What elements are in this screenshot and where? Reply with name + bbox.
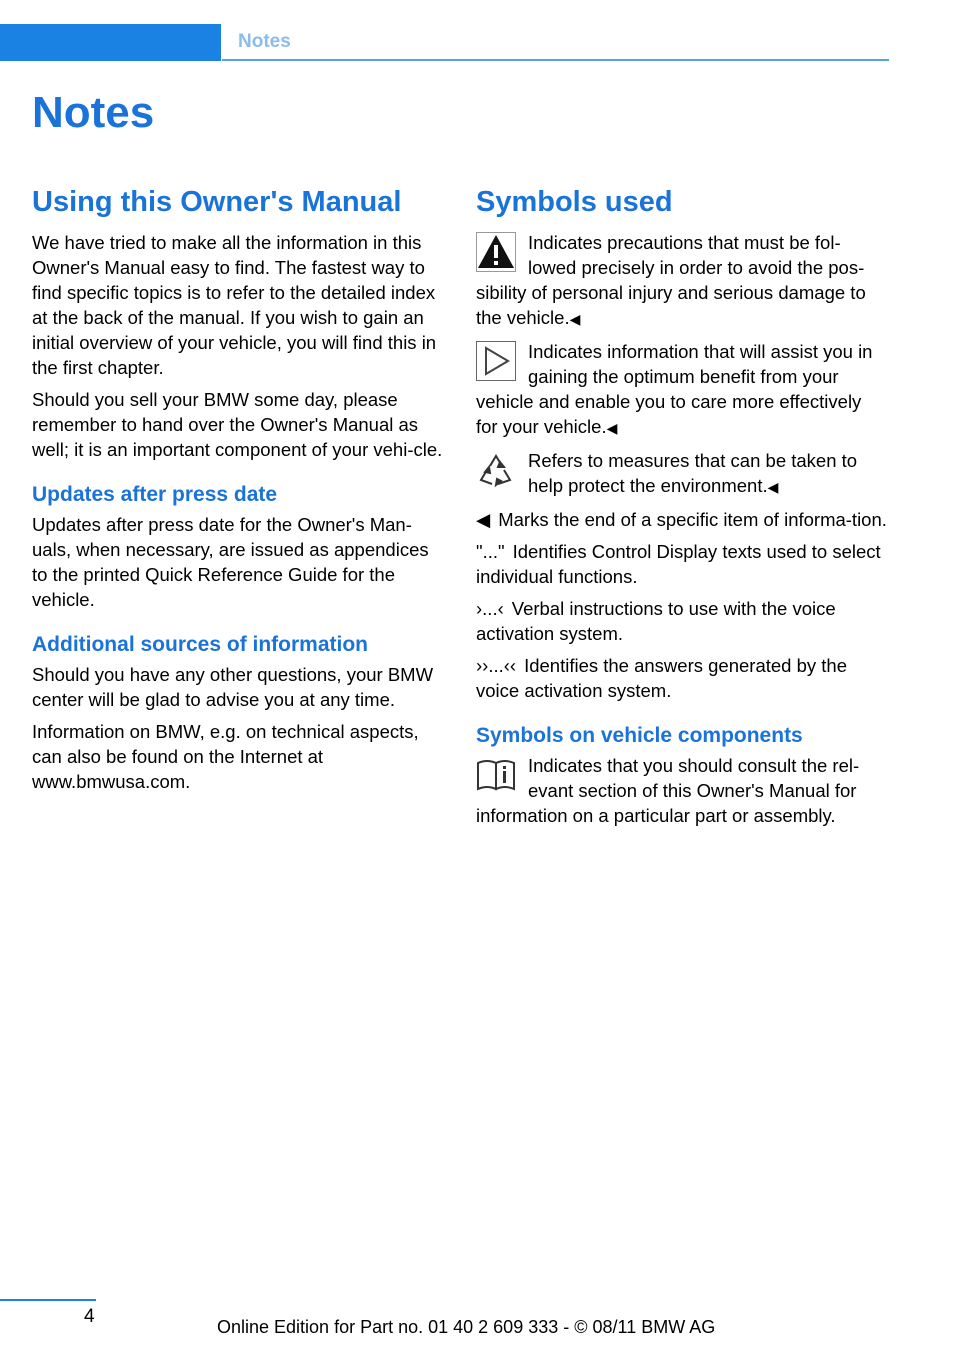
mark-text: Marks the end of a specific item of informa-tion. [498, 509, 887, 530]
left-column [32, 184, 444, 801]
section-heading-owners-manual: Using this Owner's Manual [32, 186, 402, 218]
footer-rule [0, 1299, 96, 1301]
paragraph: Information on BMW, e.g. on technical aspects, can also be found on the Internet at www.bmwusa.com. [32, 721, 419, 792]
book-info-icon [476, 755, 516, 795]
page-title: Notes [32, 88, 155, 137]
mark-item [476, 653, 888, 703]
symbol-item [476, 753, 888, 828]
recycle-icon [476, 450, 516, 490]
end-mark: ◀ [767, 479, 779, 495]
end-mark: ◀ [569, 311, 581, 327]
symbol-item [476, 339, 888, 441]
play-triangle-icon [476, 341, 516, 381]
symbol-text: Refers to measures that can be taken to help protect the environment. [528, 450, 858, 496]
right-column [476, 184, 888, 835]
footer-edition-text: Online Edition for Part no. 01 40 2 609 333 - © 08/11 BMW AG [217, 1317, 716, 1337]
running-header: Notes [238, 31, 291, 52]
paragraph: Should you have any other questions, your BMW center will be glad to advise you at any time. [32, 664, 434, 710]
symbol-text: Indicates information that will assist you in gaining the optimum benefit from your vehicle and enable you to care more effectively for your vehicle. [476, 341, 873, 437]
page-number: 4 [84, 1306, 95, 1327]
subheading-additional-sources: Additional sources of information [32, 633, 369, 656]
symbol-text: Indicates that you should consult the rel-evant section of this Owner's Manual for information on a particular part or assembly. [476, 755, 860, 826]
mark-token: ◀ [476, 509, 491, 530]
subheading-vehicle-components: Symbols on vehicle components [476, 724, 803, 747]
warning-triangle-icon [476, 232, 516, 272]
mark-item [476, 539, 888, 589]
mark-token: "..." [476, 541, 505, 562]
symbol-item [476, 448, 888, 500]
paragraph: We have tried to make all the information in this Owner's Manual easy to find. The fastest way to find specific topics is to refer to the detailed index at the back of the manual. If you wish to gain an initial overview of your vehicle, you will find this in the first chapter. [32, 232, 437, 378]
symbol-text: Indicates precautions that must be fol-lowed precisely in order to avoid the pos-sibility of personal injury and serious damage to the vehicle. [476, 232, 866, 328]
end-mark: ◀ [606, 420, 618, 436]
mark-token: ››...‹‹ [476, 655, 517, 676]
mark-item [476, 507, 888, 532]
mark-text: Verbal instructions to use with the voice activation system. [476, 598, 836, 644]
header-rule [222, 59, 889, 61]
paragraph: Updates after press date for the Owner's Man-uals, when necessary, are issued as appendices to the printed Quick Reference Guide for the vehicle. [32, 514, 429, 610]
subheading-updates: Updates after press date [32, 483, 278, 506]
symbol-item [476, 230, 888, 332]
mark-item [476, 596, 888, 646]
section-heading-symbols-used: Symbols used [476, 186, 673, 218]
mark-token: ›...‹ [476, 598, 504, 619]
mark-text: Identifies Control Display texts used to select individual functions. [476, 541, 881, 587]
mark-text: Identifies the answers generated by the voice activation system. [476, 655, 847, 701]
paragraph: Should you sell your BMW some day, please remember to hand over the Owner's Manual as well; it is an important component of your vehi-cle. [32, 389, 443, 460]
header-color-block [0, 24, 221, 61]
